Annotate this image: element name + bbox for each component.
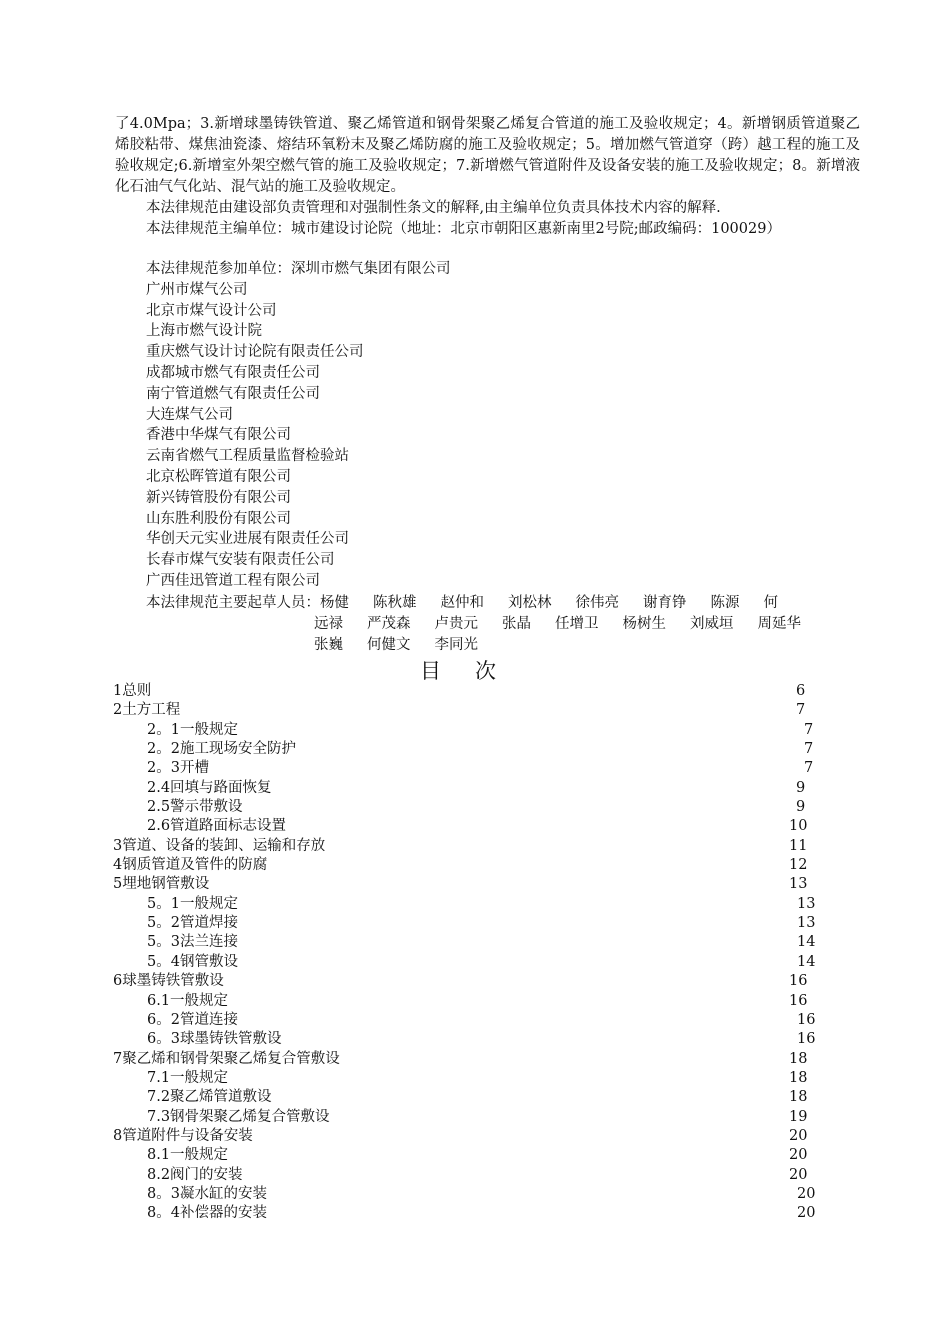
toc-entry-page: 7 [796,702,806,719]
toc-entry-title: 4钢质管道及管件的防腐 [113,857,268,874]
participating-units-label: 本法律规范参加单位： [146,261,291,277]
toc-entry[interactable] [113,953,833,972]
toc-entry-page: 19 [789,1108,808,1125]
intro-paragraph-chief-editor: 本法律规范主编单位：城市建设讨论院（地址：北京市朝阳区惠新南里2号院;邮政编码：100029） [146,221,781,237]
toc-entry[interactable] [113,682,833,701]
toc-entry-page: 18 [789,1069,808,1086]
toc-entry-title: 5。3法兰连接 [147,934,238,951]
table-of-contents [113,682,833,1224]
drafter-name: 陈源 [710,595,740,611]
toc-entry-page: 20 [797,1185,816,1202]
toc-entry-title: 5。2管道焊接 [147,915,238,932]
intro-section [115,114,860,240]
drafters-section [146,593,866,655]
toc-entry[interactable] [113,1185,833,1204]
toc-entry[interactable] [113,798,833,817]
toc-entry[interactable] [113,1127,833,1146]
drafter-name: 杨健 [320,595,349,611]
participating-unit: 云南省燃气工程质量监督检验站 [146,448,349,465]
toc-entry[interactable] [113,1146,833,1165]
toc-entry[interactable] [113,817,833,836]
participating-units-first-line [146,259,866,280]
toc-entry-title: 1总则 [113,683,152,699]
toc-entry[interactable] [113,1050,833,1069]
toc-entry-page: 18 [789,1089,808,1106]
drafters-row-3 [146,635,866,656]
toc-entry[interactable] [113,779,833,798]
toc-entry-page: 13 [797,915,816,932]
drafter-name: 张晶 [502,615,531,632]
toc-entry-title: 6球墨铸铁管敷设 [113,973,224,990]
drafter-name: 赵仲和 [440,595,484,611]
toc-entry-page: 18 [789,1050,808,1067]
toc-entry[interactable] [113,875,833,894]
drafter-name: 杨树生 [622,615,666,632]
toc-entry[interactable] [113,992,833,1011]
toc-entry[interactable] [113,1011,833,1030]
toc-entry-page: 20 [789,1166,808,1183]
toc-entry-page: 20 [797,1205,816,1222]
participating-unit: 北京松晖管道有限公司 [146,468,291,485]
toc-entry-title: 5埋地钢管敷设 [113,876,210,893]
participating-unit: 山东胜利股份有限公司 [146,510,291,527]
participating-unit: 香港中华煤气有限公司 [146,427,291,444]
toc-entry[interactable] [113,1108,833,1127]
participating-unit: 大连煤气公司 [146,406,233,423]
toc-entry-title: 8。3凝水缸的安装 [147,1185,267,1202]
toc-entry-title: 2。3开槽 [147,760,209,777]
participating-unit: 上海市燃气设计院 [146,323,262,340]
toc-entry-title: 7聚乙烯和钢骨架聚乙烯复合管敷设 [113,1050,340,1067]
toc-entry[interactable] [113,1069,833,1088]
drafters-row-2 [146,614,866,635]
toc-entry-title: 2.5警示带敷设 [147,799,243,816]
toc-entry-page: 16 [789,992,808,1009]
toc-entry-page: 9 [796,779,806,796]
drafter-name: 谢育铮 [643,595,687,611]
toc-entry-title: 2.4回填与路面恢复 [147,779,272,796]
toc-entry[interactable] [113,933,833,952]
drafter-name: 张巍 [314,636,343,653]
toc-entry[interactable] [113,1166,833,1185]
toc-entry-title: 6。2管道连接 [147,1011,238,1028]
toc-entry-title: 2。2施工现场安全防护 [147,741,296,758]
toc-entry-page: 7 [804,721,814,738]
intro-paragraph-management: 本法律规范由建设部负责管理和对强制性条文的解释,由主编单位负责具体技术内容的解释. [146,200,721,216]
toc-entry-title: 8.2阀门的安装 [147,1166,243,1183]
toc-entry-page: 7 [804,741,814,758]
participating-unit: 成都城市燃气有限责任公司 [146,364,320,381]
toc-entry-title: 7.1一般规定 [147,1069,229,1086]
intro-paragraph-changes: 了4.0Mpa；3.新增球墨铸铁管道、聚乙烯管道和钢骨架聚乙烯复合管道的施工及验收规定；4。新增钢质管道聚乙烯胶粘带、煤焦油瓷漆、熔结环氧粉末及聚乙烯防腐的施工及验收规定；5。增加燃气管道穿（跨）越工程的施工及验收规定;6.新增室外架空燃气管的施工及验收规定；7.新增燃气管道附件及设备安装的施工及验收规定；8。新增液化石油气气化站、混气站的施工及验收规定。 [115,116,860,195]
toc-entry-title: 2.6管道路面标志设置 [147,818,287,835]
drafter-name: 任增卫 [555,615,599,632]
toc-entry[interactable] [113,972,833,991]
toc-entry[interactable] [113,914,833,933]
toc-entry-title: 3管道、设备的装卸、运输和存放 [113,837,326,854]
toc-entry[interactable] [113,837,833,856]
toc-entry-page: 16 [789,973,808,990]
drafter-name: 李同光 [434,636,478,653]
toc-entry[interactable] [113,701,833,720]
toc-entry-page: 20 [789,1147,808,1164]
participating-unit: 重庆燃气设计讨论院有限责任公司 [146,344,364,361]
drafter-name: 严茂森 [367,615,411,632]
drafter-name: 刘威垣 [690,615,734,632]
toc-entry-page: 16 [797,1031,816,1048]
toc-entry[interactable] [113,895,833,914]
toc-entry-title: 8。4补偿器的安装 [147,1205,267,1222]
toc-entry-page: 7 [804,760,814,777]
toc-entry-title: 7.3钢骨架聚乙烯复合管敷设 [147,1108,330,1125]
toc-entry-title: 8.1一般规定 [147,1147,229,1164]
drafter-name: 周延华 [757,615,801,632]
toc-entry-title: 6。3球墨铸铁管敷设 [147,1031,282,1048]
participating-unit: 华创天元实业进展有限责任公司 [146,531,349,548]
participating-units [146,259,866,592]
drafters-label: 本法律规范主要起草人员： [146,595,320,611]
toc-entry-page: 9 [796,799,806,816]
drafter-name: 卢贵元 [434,615,478,632]
participating-unit: 新兴铸管股份有限公司 [146,489,291,506]
toc-entry[interactable] [113,740,833,759]
toc-entry-title: 2土方工程 [113,702,181,719]
participating-unit: 南宁管道燃气有限责任公司 [146,385,320,402]
toc-entry[interactable] [113,856,833,875]
toc-title: 目次 [420,659,530,683]
participating-unit: 长春市煤气安装有限责任公司 [146,552,335,569]
toc-entry-page: 6 [796,683,806,699]
drafter-name: 刘松林 [508,595,552,611]
participating-unit: 广州市煤气公司 [146,281,248,298]
drafter-name: 徐伟亮 [575,595,619,611]
toc-entry-title: 2。1一般规定 [147,721,238,738]
drafter-name: 何 [763,595,778,611]
drafter-name: 远禄 [314,615,343,632]
toc-entry-page: 10 [789,818,808,835]
toc-entry-title: 5。4钢管敷设 [147,953,238,970]
toc-entry-title: 7.2聚乙烯管道敷设 [147,1089,272,1106]
toc-entry-page: 13 [797,895,816,912]
toc-entry-page: 13 [789,876,808,893]
participating-unit: 北京市煤气设计公司 [146,302,277,319]
toc-entry-title: 5。1一般规定 [147,895,238,912]
drafter-name: 陈秋雄 [373,595,417,611]
toc-entry-page: 11 [789,837,808,854]
toc-entry-page: 14 [797,953,816,970]
drafter-name: 何健文 [367,636,411,653]
toc-entry-page: 12 [789,857,808,874]
toc-entry-title: 6.1一般规定 [147,992,229,1009]
toc-entry[interactable] [113,1204,833,1223]
participating-unit: 广西佳迅管道工程有限公司 [146,572,320,589]
toc-entry-page: 20 [789,1127,808,1144]
toc-entry[interactable] [113,759,833,778]
toc-entry-page: 14 [797,934,816,951]
drafters-row-1 [146,593,866,614]
toc-entry[interactable] [113,1088,833,1107]
toc-entry-page: 16 [797,1011,816,1028]
toc-entry[interactable] [113,721,833,740]
toc-entry-title: 8管道附件与设备安装 [113,1127,253,1144]
toc-entry[interactable] [113,1030,833,1049]
participating-unit: 深圳市燃气集团有限公司 [291,261,451,277]
